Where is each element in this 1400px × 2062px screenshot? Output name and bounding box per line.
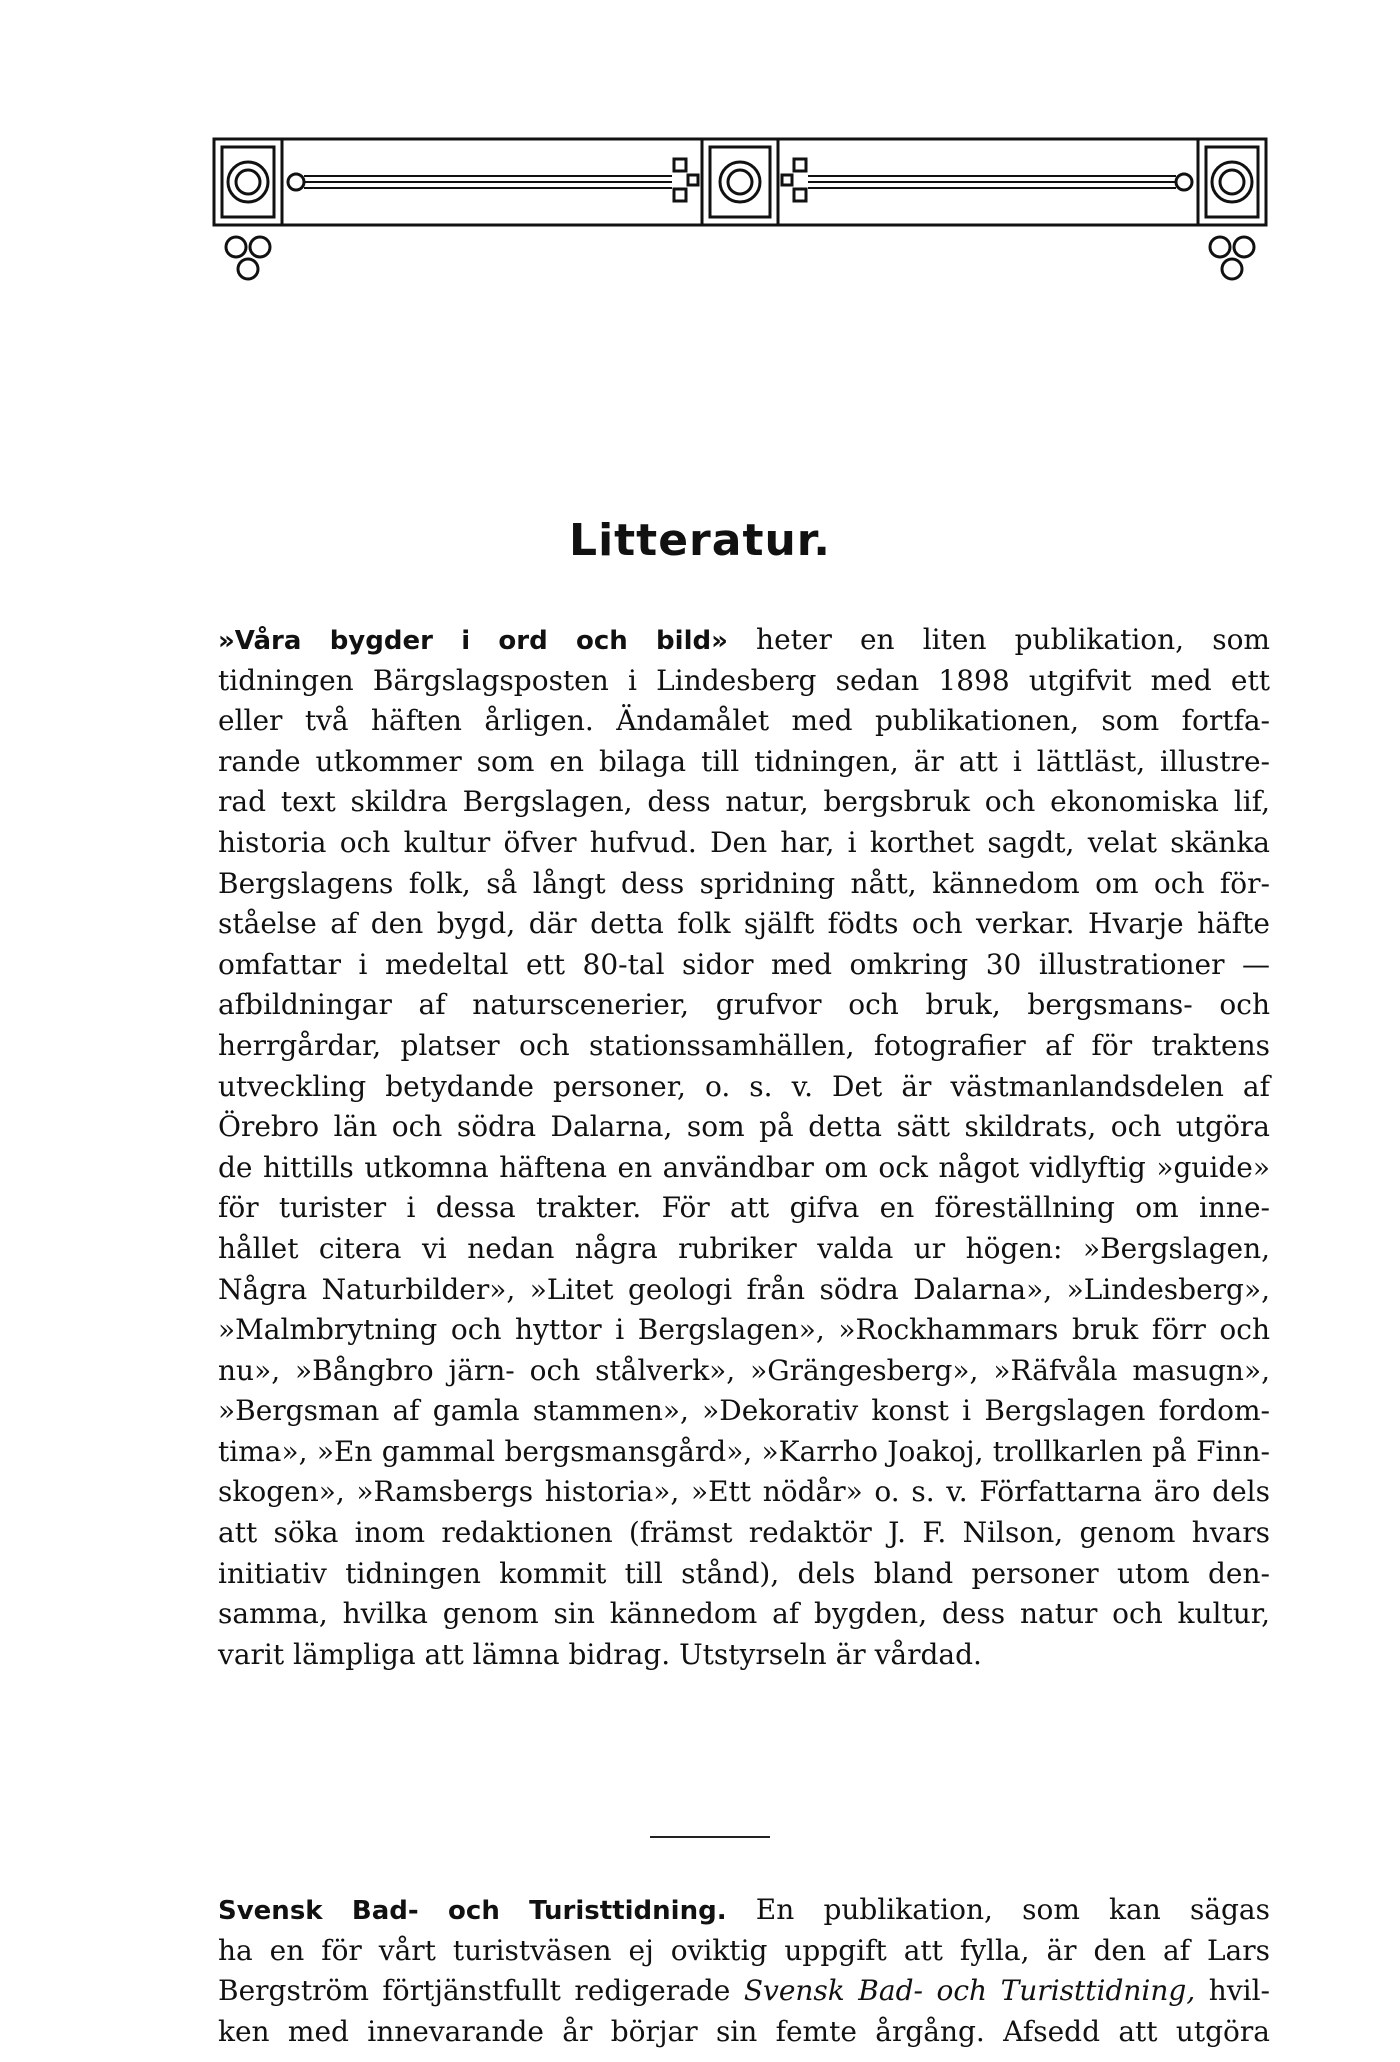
paragraph-svensk-bad: [218, 1890, 1270, 2052]
text-line: nu», »Bångbro järn- och stålverk», »Grängesberg», »Räfvåla masugn»,: [218, 1353, 1270, 1387]
text-line: omfattar i medeltal ett 80-tal sidor med omkring 30 illustrationer —: [218, 947, 1270, 981]
text-line: Några Naturbilder», »Litet geologi från södra Dalarna», »Lindesberg»,: [218, 1272, 1270, 1306]
text-line: Örebro län och södra Dalarna, som på detta sätt skildrats, och utgöra: [218, 1110, 1270, 1144]
text-line: hållet citera vi nedan några rubriker valda ur högen: »Bergslagen,: [218, 1231, 1270, 1265]
text-line: initiativ tidningen kommit till stånd), dels bland personer utom den-: [218, 1556, 1270, 1590]
text-line: skogen», »Ramsbergs historia», »Ett nödår» o. s. v. Författarna äro dels: [218, 1475, 1270, 1509]
text-line: eller två häften årligen. Ändamålet med publikationen, som fortfa-: [218, 704, 1270, 738]
text-line: ståelse af den bygd, där detta folk själft födts och verkar. Hvarje häfte: [218, 907, 1270, 941]
section-divider: [650, 1836, 770, 1838]
text-line: ken med innevarande år börjar sin femte årgång. Afsedd att utgöra: [218, 2014, 1270, 2048]
text-line: Bergslagens folk, så långt dess spridning nått, kännedom om och för-: [218, 866, 1270, 900]
text-line: Bergström förtjänstfullt redigerade Svensk Bad- och Turisttidning, hvil-: [218, 1974, 1271, 2008]
text-line: rad text skildra Bergslagen, dess natur, bergsbruk och ekonomiska lif,: [218, 785, 1270, 819]
page-title: Litteratur.: [569, 515, 831, 566]
paragraph-vara-bygder: [218, 620, 1270, 1675]
text-line: för turister i dessa trakter. För att gifva en föreställning om inne-: [218, 1191, 1270, 1225]
text-line: utveckling betydande personer, o. s. v. Det är västmanlandsdelen af: [218, 1069, 1270, 1103]
text-line: rande utkommer som en bilaga till tidningen, är att i lättläst, illustre-: [218, 744, 1270, 778]
text-line: de hittills utkomna häftena en användbar om ock något vidlyftig »guide»: [218, 1150, 1270, 1184]
text-line: herrgårdar, platser och stationssamhällen, fotografier af för traktens: [218, 1028, 1270, 1062]
text-line: varit lämpliga att lämna bidrag. Utstyrseln är vårdad.: [218, 1637, 982, 1671]
paragraph-lead: Svensk Bad- och Turisttidning.: [218, 1896, 727, 1926]
text-line: tidningen Bärgslagsposten i Lindesberg sedan 1898 utgifvit med ett: [218, 663, 1270, 697]
text-line: historia och kultur öfver hufvud. Den har, i korthet sagdt, velat skänka: [218, 825, 1270, 859]
text-line: samma, hvilka genom sin kännedom af bygden, dess natur och kultur,: [218, 1597, 1270, 1631]
text-line: »Våra bygder i ord och bild» heter en liten publikation, som: [218, 623, 1270, 656]
text-line: afbildningar af naturscenerier, grufvor och bruk, bergsmans- och: [218, 988, 1270, 1022]
header-ornament: [210, 135, 1270, 305]
text-line: Svensk Bad- och Turisttidning. En publikation, som kan sägas: [218, 1893, 1270, 1926]
publication-title: Svensk Bad- och Turisttidning,: [743, 1974, 1196, 2008]
ornament-border-icon: [210, 135, 1270, 305]
paragraph-lead: »Våra bygder i ord och bild»: [218, 626, 728, 656]
text-line: »Bergsman af gamla stammen», »Dekorativ konst i Bergslagen fordom-: [218, 1394, 1270, 1428]
text-line: »Malmbrytning och hyttor i Bergslagen», »Rockhammars bruk förr och: [218, 1313, 1270, 1347]
text-line: tima», »En gammal bergsmansgård», »Karrho Joakoj, trollkarlen på Finn-: [218, 1434, 1270, 1468]
text-line: ha en för vårt turistväsen ej oviktig uppgift att fylla, är den af Lars: [218, 1933, 1270, 1967]
text-line: att söka inom redaktionen (främst redaktör J. F. Nilson, genom hvars: [218, 1516, 1270, 1550]
